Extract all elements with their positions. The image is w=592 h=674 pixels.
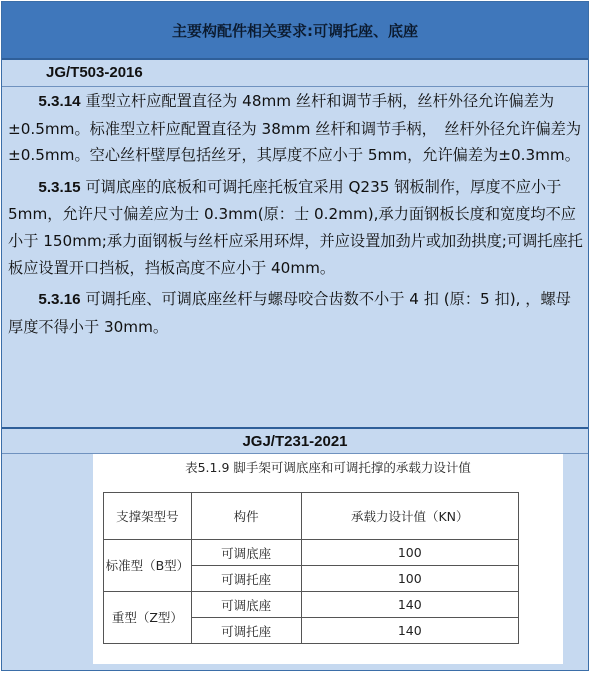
title-bar [2, 2, 588, 60]
document-frame [1, 1, 589, 671]
clause-list [8, 88, 584, 345]
clause-text: 重型立杆应配置直径为 48mm 丝杆和调节手柄，丝杆外径允许偏差为±0.5mm。标准型立杆应配置直径为 38mm 丝杆和调节手柄， 丝杆外径允许偏差为±0.5mm。空心丝杆壁厚包括丝牙，其厚度不应小于 5mm，允许偏差为±0.3mm。 [8, 92, 582, 165]
clause-number: 5.3.16 [38, 291, 81, 309]
clause-text: 可调底座的底板和可调托座托板宜采用 Q235 钢板制作，厚度不应小于 5mm，允许尺寸偏差应为士 0.3mm(原：士 0.2mm),承力面钢板长度和宽度均不应小于 150mm;承力面钢板与丝杆应采用环焊，并应设置加劲片或加劲拱度;可调托座托板应设置开口挡板，挡板高度不应小于 40mm。 [8, 177, 583, 277]
page-title: 主要构配件相关要求:可调托座、底座 [171, 21, 418, 40]
standard-code-2: JGJ/T231-2021 [242, 432, 348, 450]
group-type-cell: 重型（Z型） [104, 592, 192, 644]
value-cell: 140 [301, 618, 518, 644]
table-row [104, 540, 519, 566]
standard-row-1 [2, 60, 588, 87]
value-cell: 100 [301, 540, 518, 566]
value-cell: 100 [301, 566, 518, 592]
clause-5-3-14 [8, 88, 584, 169]
clause-number: 5.3.14 [38, 93, 81, 110]
part-cell: 可调托座 [191, 566, 301, 592]
table-image [93, 454, 563, 664]
group-type-cell: 标准型（B型） [104, 540, 192, 592]
table-header-cell: 支撑架型号 [104, 493, 192, 540]
table-row [104, 592, 519, 618]
table-header-cell: 承载力设计值（KN） [301, 493, 518, 540]
table-header-cell: 构件 [191, 493, 301, 540]
clause-5-3-16 [8, 286, 584, 340]
standard-row-2 [2, 429, 588, 454]
part-cell: 可调底座 [191, 592, 301, 618]
part-cell: 可调底座 [191, 540, 301, 566]
table-header-row [104, 493, 519, 540]
clause-number: 5.3.15 [38, 178, 81, 196]
part-cell: 可调托座 [191, 618, 301, 644]
table-caption: 表5.1.9 脚手架可调底座和可调托撑的承载力设计值 [185, 460, 471, 475]
clause-text: 可调托座、可调底座丝杆与螺母咬合齿数不小于 4 扣 (原：5 扣), ，螺母厚度不得小于 30mm。 [8, 290, 571, 336]
clause-5-3-15 [8, 174, 584, 281]
capacity-table [103, 492, 519, 644]
standard-code-1: JG/T503-2016 [46, 64, 143, 81]
value-cell: 140 [301, 592, 518, 618]
